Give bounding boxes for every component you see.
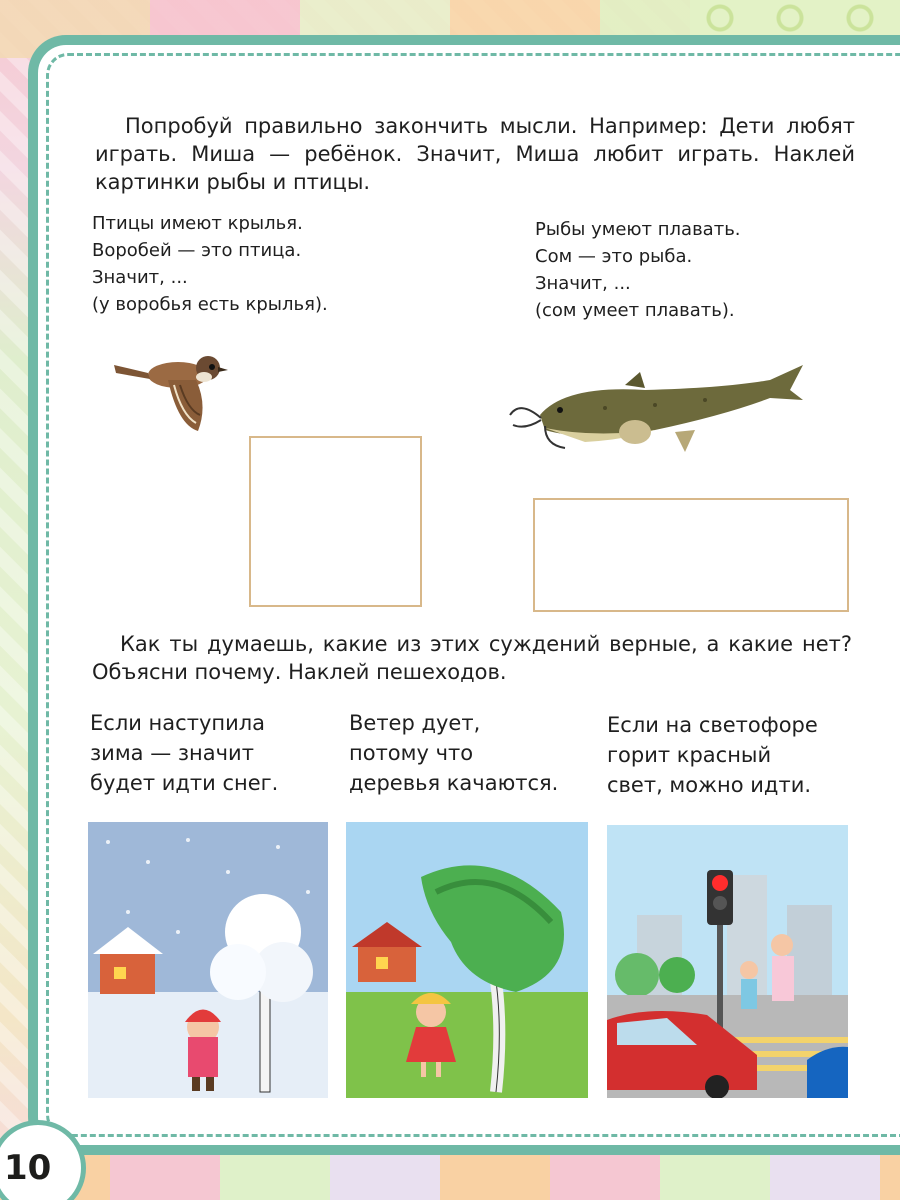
fish-rule — [535, 216, 741, 324]
windy-scene-illustration — [346, 822, 588, 1098]
statement-line: будет идти снег. — [90, 771, 279, 795]
bird-sticker-slot[interactable] — [249, 436, 422, 607]
statement-line: Если на светофоре — [607, 713, 818, 737]
statement-line: свет, можно идти. — [607, 773, 812, 797]
statement-line: зима — значит — [90, 741, 254, 765]
fish-rule-line: Значит, ... — [535, 273, 631, 294]
statement-line: Ветер дует, — [349, 711, 481, 735]
winter-scene-illustration — [88, 822, 328, 1098]
statement-line: горит красный — [607, 743, 772, 767]
statement-line: потому что — [349, 741, 474, 765]
statement-winter — [90, 708, 278, 798]
catfish-illustration — [505, 360, 805, 460]
intro-paragraph: Попробуй правильно закончить мысли. Например: Дети любят играть. Миша — ребёнок. Значит, Миша любит играть. Наклей картинки рыбы и птицы. — [95, 114, 855, 194]
statement-line: деревья качаются. — [349, 771, 559, 795]
fish-rule-line: Сом — это рыба. — [535, 246, 693, 267]
statement-line: Если наступила — [90, 711, 266, 735]
sparrow-illustration — [108, 345, 233, 435]
fish-rule-line: Рыбы умеют плавать. — [535, 219, 741, 240]
traffic-light-scene-illustration — [607, 825, 848, 1098]
bird-rule-line: (у воробья есть крылья). — [92, 294, 328, 315]
statement-wind — [349, 708, 558, 798]
bird-rule-line: Птицы имеют крылья. — [92, 213, 303, 234]
bird-rule-line: Значит, ... — [92, 267, 188, 288]
page-number: 10 — [4, 1148, 52, 1188]
bird-rule — [92, 210, 328, 318]
decorative-bottom-strip — [0, 1150, 900, 1200]
decorative-swirl-pattern — [690, 0, 900, 48]
bird-rule-line: Воробей — это птица. — [92, 240, 302, 261]
fish-rule-line: (сом умеет плавать). — [535, 300, 735, 321]
fish-sticker-slot[interactable] — [533, 498, 849, 612]
statement-traffic-light — [607, 710, 818, 800]
question-paragraph: Как ты думаешь, какие из этих суждений верные, а какие нет? Объясни почему. Наклей пешеходов. — [92, 632, 852, 684]
